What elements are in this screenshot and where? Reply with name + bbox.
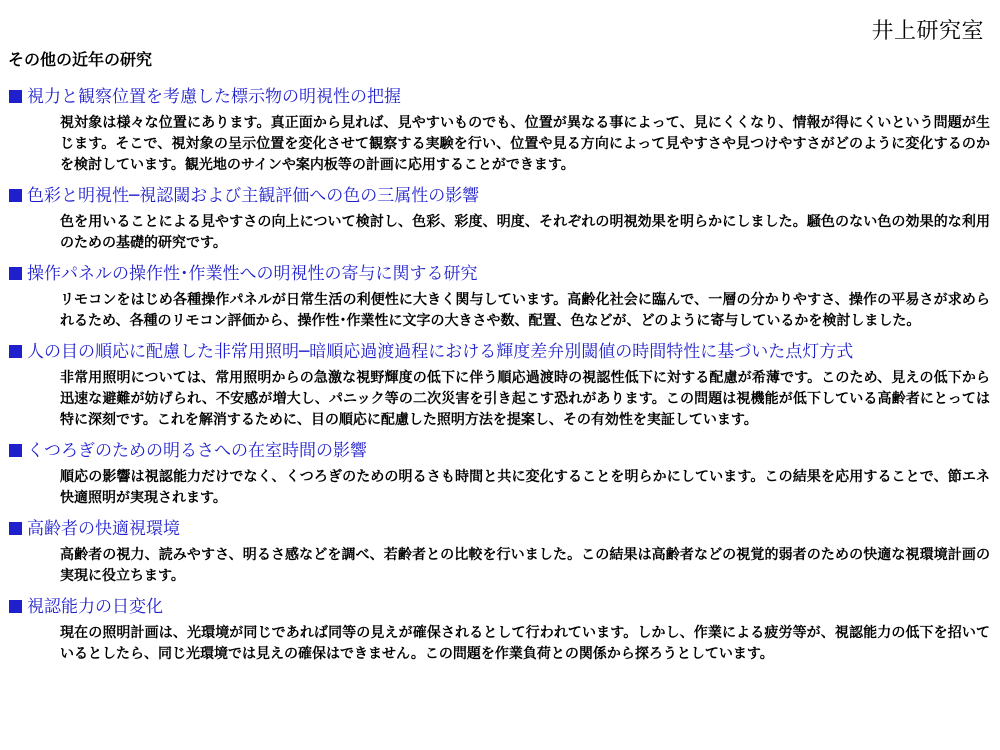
square-bullet-icon — [9, 345, 22, 358]
section-heading — [0, 437, 1000, 464]
section-heading-text: 視力と観察位置を考慮した標示物の明視性の把握 — [27, 86, 401, 107]
section-heading-text: 高齢者の快適視環境 — [27, 518, 180, 539]
section-heading — [0, 182, 1000, 209]
section-body: 高齢者の視力、読みやすさ、明るさ感などを調べ、若齢者との比較を行いました。この結果は高齢者などの視覚的弱者のための快適な視環境計画の実現に役立ちます。 — [60, 547, 990, 584]
research-section — [0, 260, 1000, 332]
section-heading-text: 人の目の順応に配慮した非常用照明─暗順応過渡過程における輝度差弁別閾値の時間特性に基づいた点灯方式 — [27, 341, 854, 362]
research-section — [0, 83, 1000, 176]
square-bullet-icon — [9, 444, 22, 457]
lab-name: 井上研究室 — [871, 19, 984, 44]
section-heading — [0, 515, 1000, 542]
section-heading — [0, 83, 1000, 110]
page-subtitle: その他の近年の研究 — [8, 50, 153, 69]
research-section — [0, 515, 1000, 587]
section-body: 現在の照明計画は、光環境が同じであれば同等の見えが確保されるとして行われています。しかし、作業による疲労等が、視認能力の低下を招いているとしたら、同じ光環境では見えの確保はできません。この問題を作業負荷との関係から探ろうとしています。 — [60, 625, 990, 662]
research-section — [0, 182, 1000, 254]
square-bullet-icon — [9, 189, 22, 202]
section-body: 非常用照明については、常用照明からの急激な視野輝度の低下に伴う順応過渡時の視認性低下に対する配慮が希薄です。このため、見えの低下から迅速な避難が妨げられ、不安感が増大し、パニック等の二次災害を引き起こす恐れがあります。この問題は視機能が低下している高齢者にとっては特に深刻です。これを解消するために、目の順応に配慮した照明方法を提案し、その有効性を実証しています。 — [60, 370, 990, 428]
section-heading — [0, 260, 1000, 287]
section-heading-text: 視認能力の日変化 — [27, 596, 163, 617]
research-section — [0, 338, 1000, 431]
section-heading-text: 色彩と明視性─視認閾および主観評価への色の三属性の影響 — [27, 185, 480, 206]
section-heading-text: 操作パネルの操作性･作業性への明視性の寄与に関する研究 — [27, 263, 478, 284]
section-heading-text: くつろぎのための明るさへの在室時間の影響 — [27, 440, 367, 461]
square-bullet-icon — [9, 600, 22, 613]
research-section — [0, 437, 1000, 509]
square-bullet-icon — [9, 267, 22, 280]
section-heading — [0, 593, 1000, 620]
section-body: 順応の影響は視認能力だけでなく、くつろぎのための明るさも時間と共に変化することを明らかにしています。この結果を応用することで、節エネ快適照明が実現されます。 — [60, 469, 990, 506]
research-section-list — [0, 83, 1000, 671]
section-body: 色を用いることによる見やすさの向上について検討し、色彩、彩度、明度、それぞれの明視効果を明らかにしました。騒色のない色の効果的な利用のための基礎的研究です。 — [60, 214, 990, 251]
research-section — [0, 593, 1000, 665]
section-body: リモコンをはじめ各種操作パネルが日常生活の利便性に大きく関与しています。高齢化社会に臨んで、一層の分かりやすさ、操作の平易さが求められるため、各種のリモコン評価から、操作性･作業性に文字の大きさや数、配置、色などが、どのように寄与しているかを検討しました。 — [60, 292, 990, 329]
section-body: 視対象は様々な位置にあります。真正面から見れば、見やすいものでも、位置が異なる事によって、見にくくなり、情報が得にくいという問題が生じます。そこで、視対象の呈示位置を変化させて観察する実験を行い、位置や見る方向によって見やすさや見つけやすさがどのように変化するのかを検討しています。観光地のサインや案内板等の計画に応用することができます。 — [60, 115, 990, 173]
square-bullet-icon — [9, 90, 22, 103]
section-heading — [0, 338, 1000, 365]
square-bullet-icon — [9, 522, 22, 535]
